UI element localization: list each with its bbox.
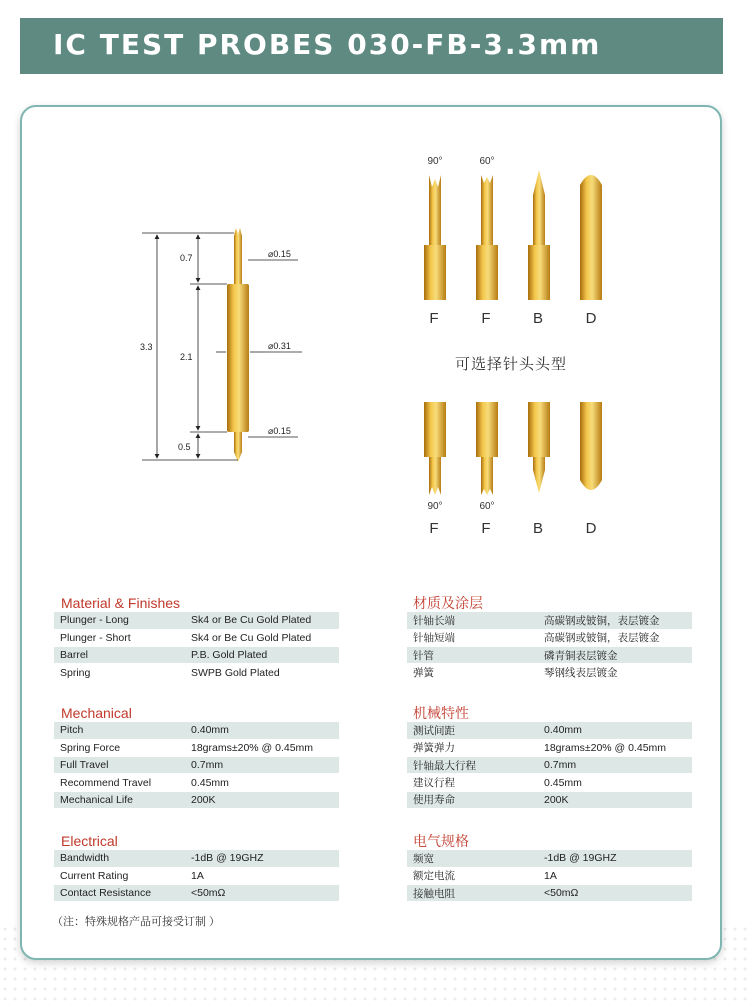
table-row: 频宽 -1dB @ 19GHZ <box>407 850 692 867</box>
table-row: 接触电阻 <50mΩ <box>407 885 692 902</box>
head-label-f1-top: F <box>429 310 439 327</box>
title-banner <box>20 18 723 74</box>
probe-dimension-diagram <box>120 120 380 480</box>
dim-dia-top: ⌀0.15 <box>268 249 291 259</box>
angle-label-60-bottom: 60° <box>479 501 495 512</box>
page-title: IC TEST PROBES 030-FB-3.3mm <box>53 28 602 61</box>
table-row: Recommend Travel 0.45mm <box>54 774 339 791</box>
head-d-bottom <box>580 402 602 490</box>
table-row: Contact Resistance <50mΩ <box>54 885 339 902</box>
head-label-d-top: D <box>585 310 597 327</box>
angle-label-90-top: 90° <box>427 156 443 167</box>
section-title-electrical-cn: 电气规格 <box>413 833 469 849</box>
dim-dia-bottom: ⌀0.15 <box>268 426 291 436</box>
table-row: 测试间距 0.40mm <box>407 722 692 739</box>
table-row: 针轴长端 高碳钢或铍铜，表层镀金 <box>407 612 692 629</box>
table-row: Pitch 0.40mm <box>54 722 339 739</box>
table-row: Bandwidth -1dB @ 19GHZ <box>54 850 339 867</box>
dim-bottom: 0.5 <box>178 442 191 452</box>
section-title-materials-en: Material & Finishes <box>61 595 181 611</box>
table-row: Spring SWPB Gold Plated <box>54 664 339 681</box>
section-title-mechanical-cn: 机械特性 <box>413 705 469 721</box>
head-types-caption: 可选择针头头型 <box>455 356 568 373</box>
table-row: 弹簧弹力 18grams±20% @ 0.45mm <box>407 739 692 756</box>
head-f-90-bottom <box>424 402 446 495</box>
section-title-electrical-en: Electrical <box>61 833 118 849</box>
head-label-f1-bottom: F <box>429 520 439 537</box>
table-row: Full Travel 0.7mm <box>54 757 339 774</box>
table-row: 针轴最大行程 0.7mm <box>407 757 692 774</box>
materials-table-en <box>54 612 339 682</box>
head-d-top <box>580 175 602 300</box>
table-row: Barrel P.B. Gold Plated <box>54 647 339 664</box>
table-row: Mechanical Life 200K <box>54 791 339 808</box>
table-row: 针轴短端 高碳钢或铍铜，表层镀金 <box>407 629 692 646</box>
dim-tip: 0.7 <box>180 253 193 263</box>
table-row: 针管 磷青铜表层镀金 <box>407 647 692 664</box>
mechanical-table-en <box>54 722 339 809</box>
section-title-mechanical-en: Mechanical <box>61 705 132 721</box>
section-title-materials-cn: 材质及涂层 <box>413 595 483 611</box>
dim-total: 3.3 <box>140 342 153 352</box>
angle-label-90-bottom: 90° <box>427 501 443 512</box>
dim-barrel: 2.1 <box>180 352 193 362</box>
head-f-90-top <box>424 175 446 300</box>
head-b-bottom <box>528 402 550 493</box>
table-row: 弹簧 琴钢线表层镀金 <box>407 664 692 681</box>
angle-label-60-top: 60° <box>479 156 495 167</box>
head-label-f2-top: F <box>481 310 491 327</box>
electrical-table-cn <box>407 850 692 902</box>
head-types-illustration <box>405 165 625 525</box>
electrical-table-en <box>54 850 339 902</box>
table-row: Spring Force 18grams±20% @ 0.45mm <box>54 739 339 756</box>
probe-drawing <box>227 228 249 462</box>
table-row: 额定电流 1A <box>407 867 692 884</box>
mechanical-table-cn <box>407 722 692 809</box>
dim-dia-barrel: ⌀0.31 <box>268 341 291 351</box>
table-row: 使用寿命 200K <box>407 791 692 808</box>
table-row: 建议行程 0.45mm <box>407 774 692 791</box>
head-label-f2-bottom: F <box>481 520 491 537</box>
head-label-b-bottom: B <box>532 520 543 537</box>
table-row: Plunger - Long Sk4 or Be Cu Gold Plated <box>54 612 339 629</box>
footnote: （注：特殊规格产品可接受订制 ） <box>52 916 221 928</box>
head-f-60-top <box>476 175 498 300</box>
materials-table-cn <box>407 612 692 682</box>
head-b-top <box>528 170 550 300</box>
head-label-d-bottom: D <box>585 520 597 537</box>
table-row: Current Rating 1A <box>54 867 339 884</box>
head-f-60-bottom <box>476 402 498 495</box>
table-row: Plunger - Short Sk4 or Be Cu Gold Plated <box>54 629 339 646</box>
head-label-b-top: B <box>532 310 543 327</box>
